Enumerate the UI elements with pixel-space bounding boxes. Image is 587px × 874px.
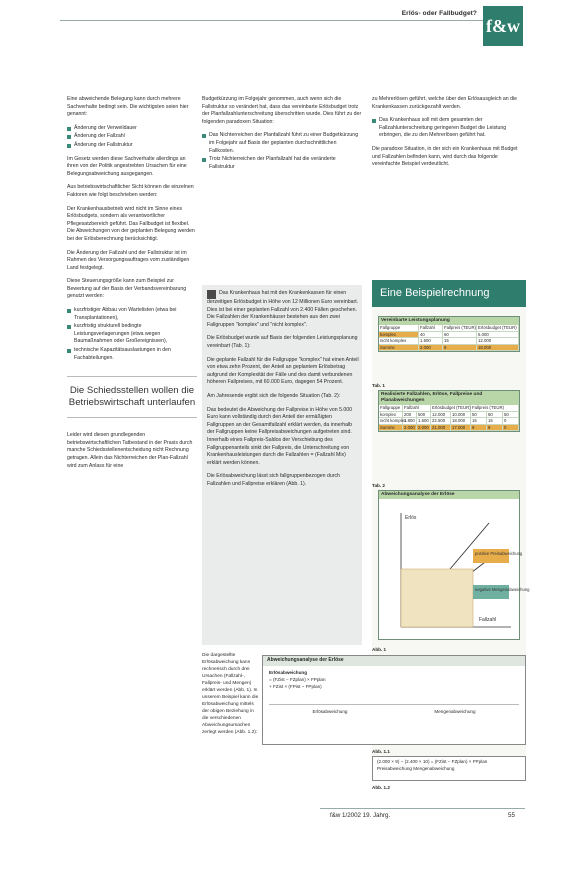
formula-term: Mengenabweichung [434, 708, 476, 714]
table-caption: Tab. 2 [372, 483, 385, 488]
calc-diagram [372, 756, 526, 781]
table-cell: 18.000 [477, 345, 519, 352]
table-cell: 18.000 [451, 418, 471, 425]
page-number: 55 [508, 812, 515, 819]
column-header: Fallgruppe [379, 325, 419, 332]
table-1 [378, 316, 520, 352]
page-header [0, 0, 587, 60]
formula-line: + FZist × (FPist − FPplan) [269, 683, 322, 689]
table-cell: 21.000 [431, 425, 451, 432]
column-middle [202, 96, 362, 172]
list-item: Das Nichterreichen der Planfallzahl führt zu einer Budgetkürzung im Folgejahr auf Basis der geplanten durchschnittlichen Fallkosten. [202, 132, 362, 155]
list-item: Trotz Nichterreichen der Planfallzahl hat die veränderte Fallstruktur [202, 156, 362, 171]
table-cell: 6.000 [477, 332, 519, 339]
table-cell: Summe [379, 345, 419, 352]
footer-rule [320, 808, 525, 809]
table-cell: 15 [443, 338, 477, 345]
list-item: Änderung der Verweildauer [67, 125, 197, 133]
table-cell: 200 [403, 412, 417, 419]
paragraph: Das bedeutet die Abweichung der Fallpreise in Höhe von 5.000 Euro kann vollständig durch den Anteil der ermäßigten Fallgruppen an der Gesamtfallzahl erklärt werden, da innerhalb der Fallgruppen keine Fallpreisabweichungen aufgetreten sind. Innerhalb eines Fallpreis-Saldos der Verschiebung des Fallgruppenanteils sinkt der Fallpreis, die Unterschreitung von Krankenhausleistungen durch die Fallzahlen = (Fallzahl Mix) erklärt werden können. [207, 406, 353, 466]
diagram-caption: Abb. 1.1 [372, 749, 390, 754]
list-item: Änderung der Fallstruktur [67, 142, 197, 150]
table-2 [378, 390, 520, 432]
paragraph: Die dargestellte Erlösabweichung kann rechnerisch durch drei Ursachen (Fallzahl-, Fallpreis- und Mengen) erklärt werden (Abb. 1). In unserem Beispiel kann die Erlösabweichung mittels der obigen Beziehung in die verschiedenen Abweichungsursachen zerlegt werden (Abb. 1.2): [202, 653, 259, 735]
paragraph: Aus betriebswirtschaftlicher Sicht können die einzelnen Faktoren wie folgt beschrieben werden: [67, 184, 194, 198]
diagram-title: Abweichungsanalyse der Erlöse [263, 656, 525, 666]
paragraph: Die Erlösbudget wurde auf Basis der folgenden Leistungsplanung vereinbart (Tab. 1): [207, 335, 358, 349]
column-header: Fallzahl [419, 325, 443, 332]
table-cell: 1.500 [417, 418, 431, 425]
table-cell: 9 [471, 425, 487, 432]
bullet-list [67, 125, 197, 150]
table-cell: 40 [419, 332, 443, 339]
paragraph: Am Jahresende ergibt sich die folgende Situation (Tab. 2): [207, 392, 341, 399]
example-text [207, 290, 359, 494]
table-cell: 0 [503, 418, 519, 425]
chart-svg [379, 499, 530, 637]
box-marker-icon [207, 290, 216, 299]
paragraph: Die Erlösabweichung lässt sich fallgruppenbezogen durch Fallzahlen und Fallpreise erklären (Abb. 1). [207, 473, 340, 487]
table-caption: Tab. 1 [372, 383, 385, 388]
table-cell: nicht komplex [380, 418, 407, 424]
paragraph: Diese Steuerungsgröße kann zum Beispiel zur Bewertung auf der Basis der Verbandsvereinbarung genutzt werden: [67, 278, 187, 300]
table-cell: 0 [503, 425, 519, 432]
column-header: Erlösbudget (TEUR) [432, 405, 471, 410]
paragraph [207, 290, 359, 329]
chart-title: Abweichungsanalyse der Erlöse [379, 491, 519, 499]
column-header: Fallpreis (TEUR) [471, 405, 519, 412]
x-label: Fallzahl [479, 617, 497, 623]
formula-term: Erlösabweichung [312, 708, 348, 714]
paragraph: Die Änderung der Fallzahl und der Fallstruktur ist im Rahmen des Versorgungsauftrages vom zuständigen Land festgelegt. [67, 249, 190, 271]
column-header: Erlösbudget (TEUR) [477, 325, 519, 332]
list-item: kurzfristiger Abbau von Wartelisten (etwa bei Transplantationen), [67, 307, 197, 322]
table-cell: komplex [379, 332, 419, 339]
formula-line: Erlösabweichung [269, 669, 308, 675]
list-item: Das Krankenhaus soll mit dem gesamten der Fallzahlunterschreitung geringeren Budget die Leistung erbringen, die zu den Mehrerlösen geführt hat. [372, 117, 526, 140]
calc-line: (2.000 × 9) − (2.400 × 10) = (FZist − FZplan) × FPplan [377, 759, 488, 764]
table-cell: 22.500 [431, 418, 451, 425]
table-cell: Summe [379, 425, 403, 432]
journal-ref: f&w 1/2002 19. Jahrg. [330, 812, 391, 819]
table-cell: 12.000 [477, 338, 519, 345]
table-cell: 9 [443, 345, 477, 352]
paragraph: Budgetkürzung im Folgejahr genommen, auch wenn sich die Fallstruktur so verändert hat, dass das vereinbarte Erlösbudget trotz der Planfallzahlunterschreitung überschritten wurde. Dies führt zu der folgenden paradoxen Situation: [202, 96, 362, 125]
header-rule [60, 20, 487, 21]
list-item: technische Kapazitätsauslastungen in den Fachabteilungen. [67, 347, 197, 362]
table-cell: 2.000 [419, 345, 443, 352]
calc-line: Preisabweichung Mengenabweichung [377, 765, 455, 771]
paragraph: Eine abweichende Belegung kann durch mehrere Sachverhalte bedingt sein. Die wichtigsten seien hier genannt: [67, 96, 189, 118]
paragraph: Die paradoxe Situation, in der sich ein Krankenhaus mit Budget und Fallzahlen befinden kann, wird durch das folgende vereinfachte Beispiel verdeutlicht. [372, 145, 518, 168]
table-cell: 500 [417, 412, 431, 419]
paragraph-text: Das Krankenhaus hat mit den Krankenkassen für einen derzeitigen Erlösbudget in Höhe von 12 Millionen Euro vereinbart. Dies ist bei einer geplanten Fallzahl von 2.400 Fällen geschehen. Die Fallzahlen der Krankenhäuser bestehen aus den zwei Fallgruppen "komplex" und "nicht komplex". [207, 290, 359, 328]
example-title: Eine Beispielrechnung [372, 280, 526, 307]
pos-label: positive Preisabweichung [475, 551, 523, 556]
table-cell: 15 [487, 418, 503, 425]
table-grid [379, 405, 519, 431]
table-cell: 1.800 [403, 418, 417, 425]
column-header: Fallpreis (TEUR) [444, 325, 476, 330]
table-header: Realisierte Fallzahlen, Erlöse, Fallpreise und Planabweichungen [379, 391, 519, 405]
journal-logo: f&w [483, 6, 523, 46]
table-grid [379, 325, 519, 351]
header-title: Erlös- oder Fallbudget? [401, 10, 477, 17]
paragraph: Im Gesetz werden diese Sachverhalte allerdings an ihren von der Politik angestrebten Ursachen für eine Belegungsabweichung ausgegangen. [67, 155, 187, 177]
chart-caption: Abb. 1 [372, 647, 387, 652]
column-right [372, 96, 526, 175]
list-item: kurzfristig strukturell bedingte Leistungsverlagerungen (etwa wegen Baumaßnahmen oder Großereignissen), [67, 323, 197, 346]
table-cell: 50 [503, 412, 519, 419]
paragraph: zu Mehrerlösen geführt, welche über den Erlösausgleich an die Krankenkassen zurückgezahlt werden. [372, 96, 518, 110]
list-item: Änderung der Fallzahl [67, 133, 197, 141]
diagram-caption: Abb. 1.2 [372, 785, 390, 790]
table-cell: nicht komplex [379, 338, 419, 345]
bullet-list [67, 307, 197, 362]
table-header: Vereinbarte Leistungsplanung [379, 317, 519, 325]
table-cell: 50 [471, 412, 487, 419]
paragraph: Die geplante Fallzahl für die Fallgruppe "komplex" hat einen Anteil von etwa zehn Prozent, der Anteil an geplantem Erlösbetrag aufgrund der Komplexität der Fälle und des damit verbundenen höheren Fallpreises, mit 60.000 Euro, dagegen 54 Prozent. [207, 356, 359, 386]
table-cell: 60 [487, 412, 503, 419]
chart-panel [378, 490, 530, 640]
paragraph: Leider wird diesen grundlegenden betriebswirtschaftlichen Tatbestand in der Praxis durch manche Schiedsstellenentscheidung nicht Rechnung getragen. Allein das Nichterreichen der Plan-Fallzahl wird zum Anlass für eine [67, 432, 193, 469]
table-cell: 2.000 [417, 425, 431, 432]
table-cell: 10.000 [451, 412, 471, 419]
area-rect [401, 569, 473, 627]
table-cell: 1.600 [419, 338, 443, 345]
table-cell: 12.000 [431, 412, 451, 419]
table-cell: 2.000 [403, 425, 417, 432]
table-cell: 9 [487, 425, 503, 432]
table-cell: 15 [471, 418, 487, 425]
table-cell: komplex [379, 412, 403, 419]
column-left [67, 96, 197, 476]
paragraph: Der Krankenhausbetrieb wird nicht im Sinne eines Erlösbudgets, sondern als verantwortlicher Pflegesatzbereich geführt. Das Fallbudget ist flexibel. Die Abweichungen von der geplanten Belegung werden bei der Erlösberechnung berücksichtigt. [67, 205, 195, 242]
table-cell: 17.000 [451, 425, 471, 432]
formula-line: = (FZist − FZplan) × FPplan [269, 676, 326, 682]
neg-label: negative Mengenabweichung [475, 587, 530, 592]
column-header: Fallzahl [403, 405, 431, 412]
table-cell: 60 [443, 332, 477, 339]
y-label: Erlös [405, 515, 417, 521]
formula-diagram [262, 655, 526, 745]
column-header: Fallgruppe [379, 405, 403, 412]
pull-quote: Die Schiedsstellen wollen die Betriebswirtschaft unterlaufen [67, 376, 197, 418]
